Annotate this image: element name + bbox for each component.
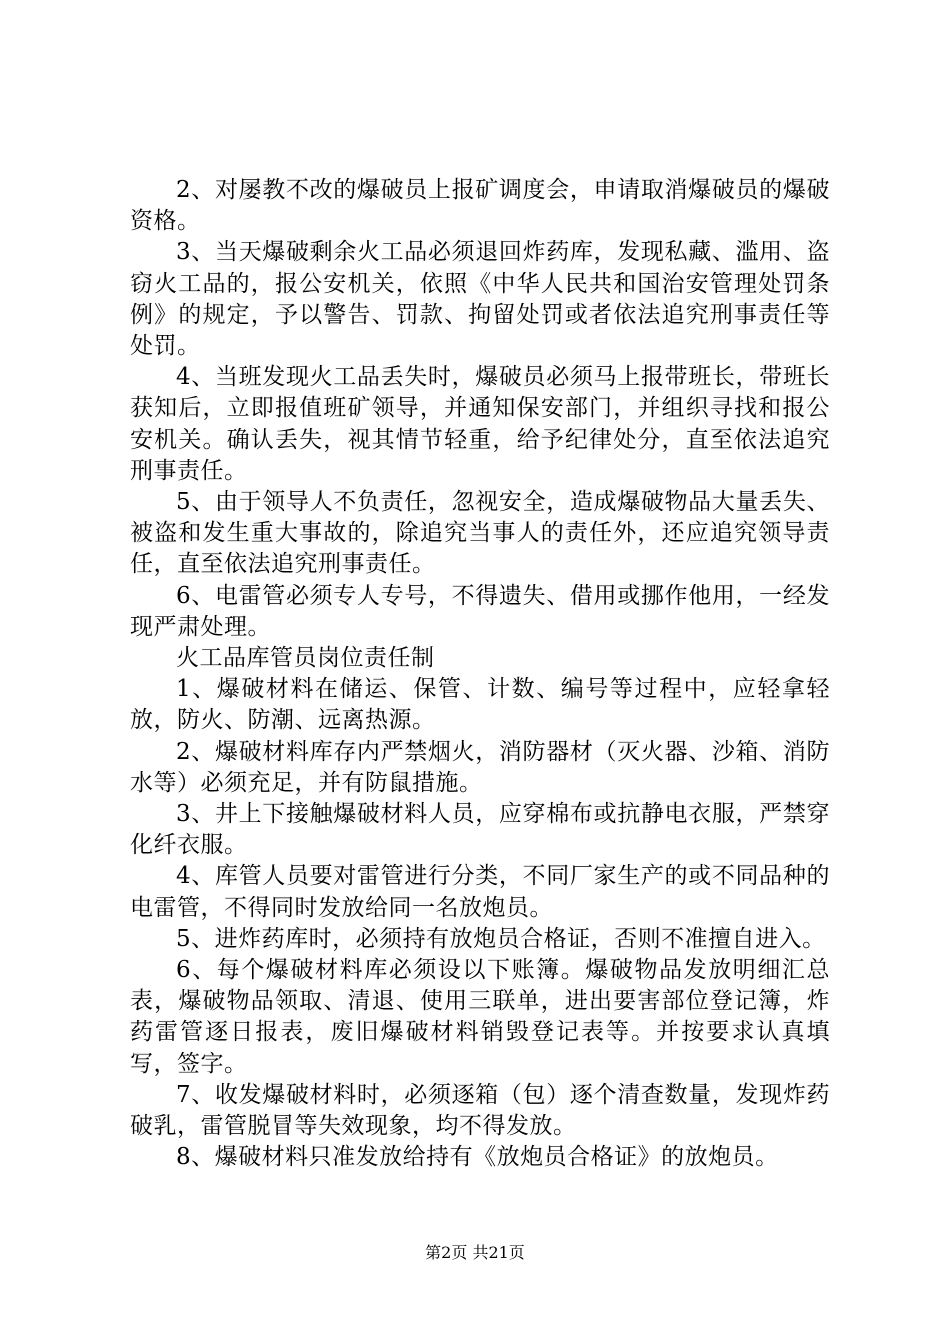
paragraph: 3、井上下接触爆破材料人员，应穿棉布或抗静电衣服，严禁穿化纤衣服。 [130,801,830,859]
paragraph: 2、对屡教不改的爆破员上报矿调度会，申请取消爆破员的爆破资格。 [130,177,830,235]
paragraph: 1、爆破材料在储运、保管、计数、编号等过程中，应轻拿轻放，防火、防潮、远离热源。 [130,676,830,734]
paragraph: 3、当天爆破剩余火工品必须退回炸药库，发现私藏、滥用、盗窃火工品的，报公安机关，依照《中华人民共和国治安管理处罚条例》的规定，予以警告、罚款、拘留处罚或者依法追究刑事责任等处罚。 [130,239,830,360]
paragraph: 5、进炸药库时，必须持有放炮员合格证，否则不准擅自进入。 [176,925,826,952]
paragraph: 4、库管人员要对雷管进行分类，不同厂家生产的或不同品种的电雷管，不得同时发放给同一名放炮员。 [130,863,830,921]
paragraph: 2、爆破材料库存内严禁烟火，消防器材（灭火器、沙箱、消防水等）必须充足，并有防鼠措施。 [130,738,830,796]
page-footer: 第2页 共21页 [425,1243,525,1262]
paragraph: 6、电雷管必须专人专号，不得遗失、借用或挪作他用，一经发现严肃处理。 [130,582,830,640]
paragraph: 8、爆破材料只准发放给持有《放炮员合格证》的放炮员。 [176,1144,779,1171]
paragraph: 4、当班发现火工品丢失时，爆破员必须马上报带班长，带班长获知后，立即报值班矿领导，并通知保安部门，并组织寻找和报公安机关。确认丢失，视其情节轻重，给予纪律处分，直至依法追究刑事责任。 [130,364,830,484]
document-body [130,175,830,1174]
paragraph: 5、由于领导人不负责任，忽视安全，造成爆破物品大量丢失、被盗和发生重大事故的，除追究当事人的责任外，还应追究领导责任，直至依法追究刑事责任。 [130,489,830,578]
section-heading: 火工品库管员岗位责任制 [176,645,435,672]
paragraph: 6、每个爆破材料库必须设以下账簿。爆破物品发放明细汇总表，爆破物品领取、清退、使用三联单，进出要害部位登记簿，炸药雷管逐日报表，废旧爆破材料销毁登记表等。并按要求认真填写，签字。 [130,957,830,1077]
paragraph: 7、收发爆破材料时，必须逐箱（包）逐个清查数量，发现炸药破乳，雷管脱冒等失效现象，均不得发放。 [130,1081,830,1140]
